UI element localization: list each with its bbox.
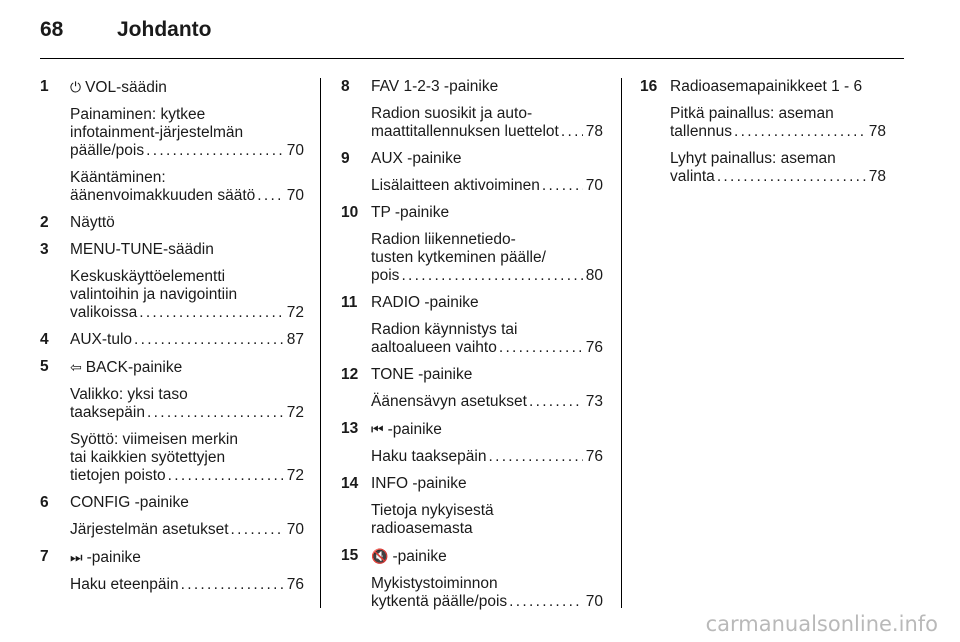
description-line: tusten kytkeminen päälle/ [371,249,546,266]
item-title-text [70,549,141,566]
description-text: Haku taaksepäin [371,448,487,465]
item-title [371,475,603,493]
page-ref: 76 [585,448,603,465]
page-ref: 70 [585,177,603,194]
item-number: 12 [341,366,359,383]
item-description [70,169,304,205]
item-description [371,321,603,357]
item-number: 3 [40,241,49,258]
item-title [70,358,304,377]
item-title-label: CONFIG -painike [70,494,189,511]
page-ref: 70 [286,521,304,538]
seek-back-icon: ⏮ [371,421,384,437]
item-title-label: RADIO -painike [371,294,479,311]
item-number: 13 [341,420,359,437]
legend-item [341,420,603,466]
description-text: Haku eteenpäin [70,576,179,593]
item-number: 2 [40,214,49,231]
item-title [70,331,304,349]
page-ref: 76 [585,339,603,356]
legend-item [341,475,603,538]
description-line: tai kaikkien syötettyjen [70,449,226,466]
watermark: carmanualsonline.info [705,612,938,636]
description-entry [70,187,304,205]
legend-item [341,366,603,411]
item-title-label: BACK-painike [85,359,183,376]
dot-leader [561,123,583,141]
legend-item [40,494,304,539]
item-title-label: -painike [86,549,141,566]
description-line: Lyhyt painallus: aseman [670,150,836,167]
description-line: Tietoja nykyisestä [371,502,494,519]
item-title-label: -painike [392,548,447,565]
item-title [70,548,304,567]
item-title [371,204,603,222]
description-entry [70,576,304,594]
item-number: 9 [341,150,350,167]
description-line: valintoihin ja navigointiin [70,286,238,303]
description-text: Äänensävyn asetukset [371,393,527,410]
item-title-label: -painike [387,421,442,438]
legend-item [341,547,603,611]
page-ref: 78 [868,123,886,140]
dot-leader [181,576,284,594]
description-text: Lisälaitteen aktivoiminen [371,177,540,194]
dot-leader [257,187,283,205]
item-description [371,177,603,195]
item-number: 1 [40,78,49,95]
page-ref: 70 [585,593,603,610]
item-title-label: MENU-TUNE-säädin [70,241,214,258]
item-title-text [670,78,862,95]
dot-leader [542,177,583,195]
description-text: pois [371,267,400,284]
item-title-label: TP -painike [371,204,450,221]
description-text: äänenvoimakkuuden säätö [70,187,256,204]
description-line: Radion käynnistys tai [371,321,518,338]
dot-leader [717,168,866,186]
item-title-text [371,548,447,565]
description-text: tietojen poisto [70,467,166,484]
item-title [70,494,304,512]
item-description [70,106,304,160]
description-line: Radion liikennetiedo- [371,231,516,248]
legend-item [40,548,304,594]
dot-leader [734,123,866,141]
item-description [371,448,603,466]
item-description [70,386,304,422]
description-text: maattitallennuksen luettelot [371,123,559,140]
item-title-label: VOL-säädin [85,79,167,96]
item-title [371,420,603,439]
header-rule [40,58,904,59]
back-arrow-icon: ⇦ [70,359,82,375]
item-title-text [371,150,461,167]
description-line: Valikko: yksi taso [70,386,188,403]
item-title [70,78,304,97]
page-ref: 70 [286,187,304,204]
item-description [70,576,304,594]
page-ref: 76 [286,576,304,593]
item-title [371,294,603,312]
description-entry [371,267,603,285]
description-text: valikoissa [70,304,138,321]
description-line: Keskuskäyttöelementti [70,268,226,285]
page-ref: 78 [868,168,886,185]
page-ref: 73 [585,393,603,410]
page-ref: 72 [286,304,304,321]
description-entry [70,304,304,322]
page-ref: 70 [286,142,304,159]
description-text: päälle/pois [70,142,145,159]
item-description [70,431,304,485]
column-1 [40,78,304,603]
item-number: 10 [341,204,359,221]
item-description [70,521,304,539]
description-entry [70,467,304,485]
description-text: tallennus [670,123,733,140]
item-number: 8 [341,78,350,95]
dot-leader [488,448,582,466]
item-title-label: AUX-tulo [70,331,133,348]
mute-icon: 🔇 [371,548,389,564]
description-line: Syöttö: viimeisen merkin [70,431,238,448]
item-title-label: Näyttö [70,214,115,231]
description-line: Pitkä painallus: aseman [670,105,834,122]
legend-item [341,150,603,195]
description-entry [670,168,886,186]
description-line: radioasemasta [371,520,473,537]
description-line: Mykistystoiminnon [371,575,498,592]
item-title-text [70,494,189,511]
item-title-label: FAV 1-2-3 -painike [371,78,499,95]
item-title-label: AUX -painike [371,150,462,167]
legend-item [40,358,304,485]
description-entry [371,339,603,357]
item-title-label: TONE -painike [371,366,473,383]
item-title [70,241,304,259]
description-text: kytkentä päälle/pois [371,593,508,610]
item-description [371,231,603,285]
description-text: Järjestelmän asetukset [70,521,229,538]
item-number: 15 [341,547,359,564]
item-number: 5 [40,358,49,375]
item-title-text [371,78,498,95]
item-title-text [371,204,449,221]
column-2 [341,78,603,620]
description-entry [371,177,603,195]
description-entry [70,521,304,539]
legend-item [40,214,304,232]
item-number: 6 [40,494,49,511]
item-title [371,78,603,96]
description-entry [670,123,886,141]
legend-item [341,204,603,285]
item-number: 4 [40,331,49,348]
item-title [371,150,603,168]
item-title-text [371,475,467,492]
item-title-text [70,241,214,258]
description-entry [371,593,603,611]
item-description [70,268,304,322]
item-number: 11 [341,294,358,311]
item-title-label: Radioasemapainikkeet 1 - 6 [670,78,863,95]
item-title-text [371,366,472,383]
legend-item [40,331,304,349]
description-entry [371,448,603,466]
dot-leader [499,339,583,357]
legend-item [40,78,304,205]
description-text: taaksepäin [70,404,145,421]
column-3 [640,78,886,195]
page-ref: 80 [585,267,603,284]
description-line: infotainment-järjestelmän [70,124,244,141]
description-entry [70,142,304,160]
column-divider-2 [621,78,622,608]
power-icon: ⏻ [70,79,82,95]
dot-leader [529,393,583,411]
dot-leader [134,331,284,349]
description-entry [70,404,304,422]
description-text: aaltoalueen vaihto [371,339,497,356]
page-ref: 78 [585,123,603,140]
item-description [371,575,603,611]
item-description [371,393,603,411]
dot-leader [146,142,284,160]
dot-leader [231,521,284,539]
description-entry [371,393,603,411]
item-title-text [70,214,115,231]
item-number: 14 [341,475,359,492]
item-description [670,105,886,141]
item-number: 16 [640,78,658,95]
description-line: Kääntäminen: [70,169,166,186]
description-line: Painaminen: kytkee [70,106,206,123]
item-title-text [70,79,167,96]
item-description [371,502,603,538]
legend-item [341,294,603,357]
page-title: Johdanto [117,18,212,41]
item-description [670,150,886,186]
legend-item [640,78,886,186]
item-number: 7 [40,548,49,565]
legend-item [40,241,304,322]
description-text: valinta [670,168,715,185]
dot-leader [147,404,284,422]
page-ref: 72 [286,404,304,421]
item-title-text [70,359,182,376]
description-entry [371,123,603,141]
description-line: Radion suosikit ja auto- [371,105,533,122]
page-number: 68 [40,18,64,41]
seek-forward-icon: ⏭ [70,549,83,565]
column-divider-1 [320,78,321,608]
item-title [371,547,603,566]
item-title [70,214,304,232]
page-ref: 87 [286,331,304,348]
item-title-label: INFO -painike [371,475,467,492]
item-description [371,105,603,141]
page-ref: 72 [286,467,304,484]
item-title-text [371,294,479,311]
item-title [371,366,603,384]
dot-leader [401,267,582,285]
dot-leader [509,593,583,611]
item-title [670,78,886,96]
item-title-text [371,421,442,438]
item-title-text [70,331,132,349]
dot-leader [168,467,284,485]
legend-item [341,78,603,141]
dot-leader [139,304,284,322]
